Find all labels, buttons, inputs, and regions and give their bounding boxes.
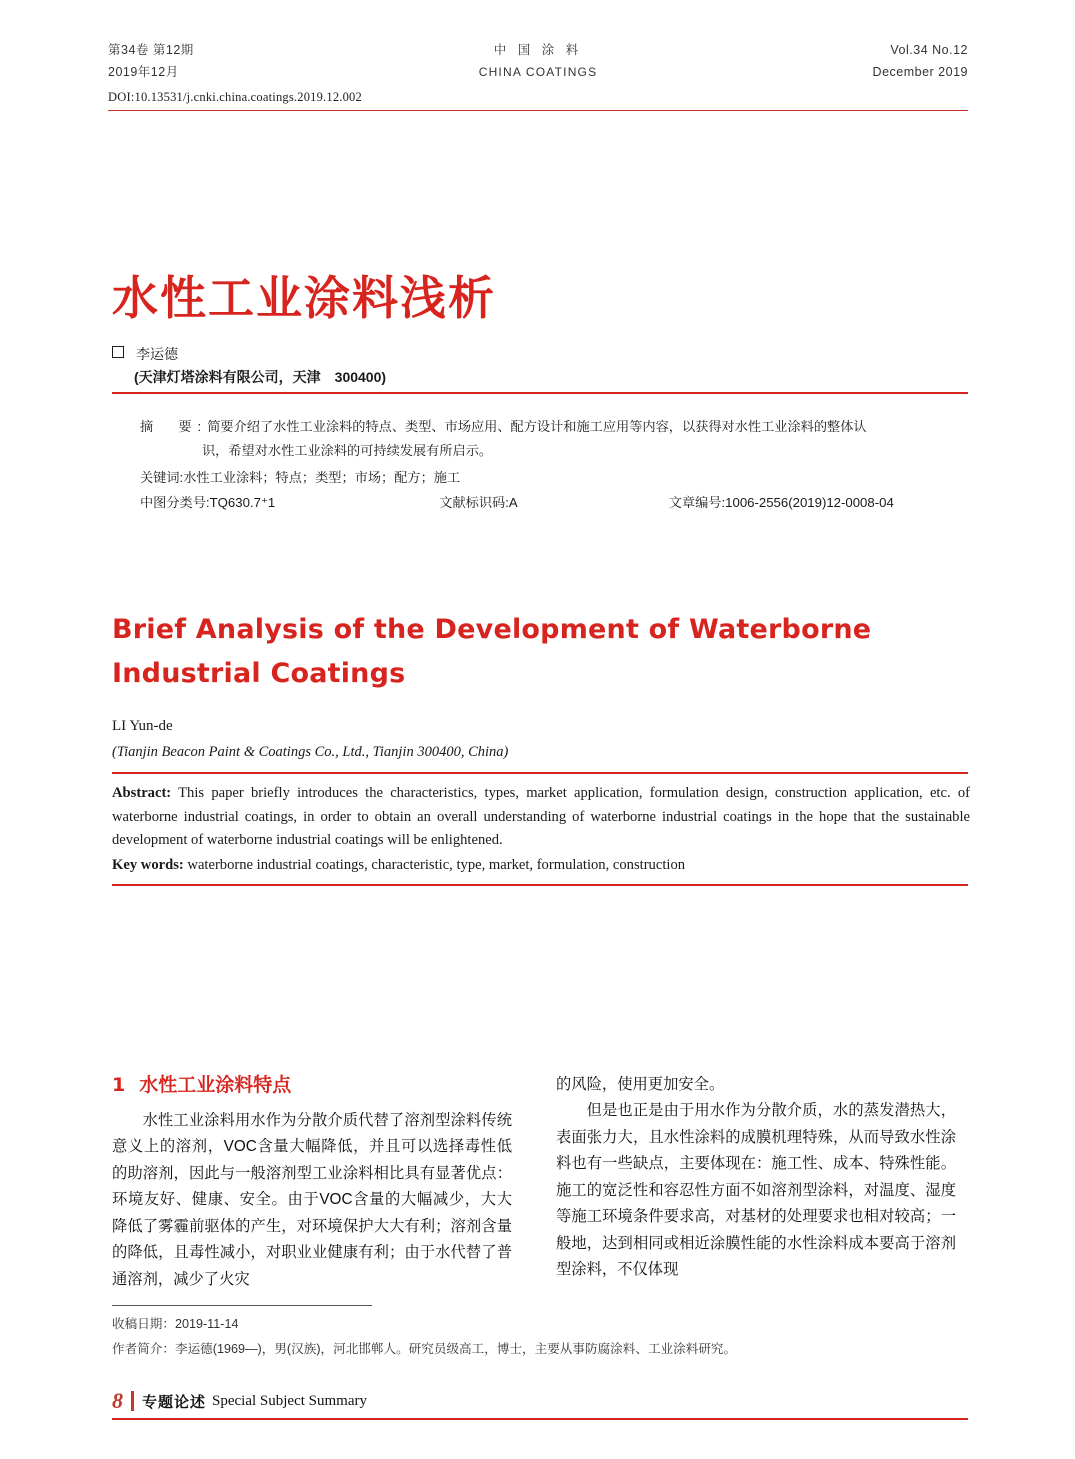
abstract-en-label: Abstract: (112, 785, 172, 801)
abstract-cn-label: 摘 要: (140, 419, 208, 434)
author-en: LI Yun-de (112, 718, 173, 734)
document-code: 文献标识码:A (439, 495, 518, 510)
body-column-right (556, 1072, 956, 1284)
affiliation-en: (Tianjin Beacon Paint & Coatings Co., Ltd., Tianjin 300400, China) (112, 744, 509, 760)
running-head-right (728, 40, 968, 84)
footer-divider (112, 1418, 968, 1420)
column-name-cn: 专题论述 (142, 1392, 207, 1411)
square-bullet-icon (112, 346, 124, 358)
footnotes (112, 1312, 912, 1361)
title-cn: 水性工业涂料浅析 (112, 271, 496, 325)
abstract-cn-text1: 简要介绍了水性工业涂料的特点、类型、市场应用、配方设计和施工应用等内容，以获得对水性工业涂料的整体认 (207, 419, 867, 434)
keywords-en-label: Key words: (112, 857, 184, 873)
section-number: 1 (112, 1074, 126, 1096)
running-head-left (108, 40, 348, 84)
article-number: 文章编号:1006-2556(2019)12-0008-04 (668, 495, 894, 510)
abstract-en (112, 782, 970, 853)
body-paragraph: 水性工业涂料用水作为分散介质代替了溶剂型涂料传统意义上的溶剂，VOC含量大幅降低，并且可以选择毒性低的助溶剂，因此与一般溶剂型工业涂料相比具有显著优点：环境友好、健康、安全。由于VOC含量的大幅减少，大大降低了雾霾前驱体的产生，对环境保护大大有利；溶剂含量的降低，且毒性减小，对职业业健康有利；由于水代替了普通溶剂，减少了火灾 (112, 1112, 512, 1288)
abstract-cn (140, 415, 968, 464)
date-en: December 2019 (872, 64, 968, 79)
running-head (108, 40, 968, 84)
keywords-cn: 关键词:水性工业涂料；特点；类型；市场；配方；施工 (140, 470, 461, 485)
english-divider-bottom (112, 884, 968, 886)
chinese-divider (112, 392, 968, 394)
abstract-cn-line1 (140, 415, 968, 439)
section-title: 水性工业涂料特点 (139, 1074, 292, 1096)
abstract-en-text: This paper briefly introduces the characteristics, types, market application, formulation design, construction application, etc. of waterborne industrial coatings, in order to obtain an overall understanding of waterborne industrial coatings in the hope that the sustainable development of waterborne industrial coatings will be enlightened. (112, 785, 970, 849)
clc-number: 中图分类号:TQ630.7⁺1 (140, 495, 276, 510)
running-head-center (378, 40, 698, 83)
date-cn: 2019年12月 (108, 64, 179, 79)
keywords-en-text: waterborne industrial coatings, characteristic, type, market, formulation, construction (183, 857, 686, 873)
body-paragraph: 的风险，使用更加安全。 (556, 1076, 725, 1093)
keywords-en (112, 857, 970, 874)
classification-codes (140, 492, 968, 511)
doi-line: DOI:10.13531/j.cnki.china.coatings.2019.12.002 (108, 90, 362, 104)
journal-name-cn: 中 国 涂 料 (493, 43, 583, 57)
author-cn (112, 344, 178, 364)
section-heading (112, 1070, 291, 1097)
volume-issue-cn: 第34卷 第12期 (108, 43, 194, 57)
english-divider-top (112, 772, 968, 774)
abstract-cn-text2: 识，希望对水性工业涂料的可持续发展有所启示。 (202, 443, 493, 459)
received-date: 收稿日期：2019-11-14 (112, 1317, 239, 1331)
page-number: 8 (112, 1388, 123, 1413)
header-divider (108, 110, 968, 111)
affiliation-cn: (天津灯塔涂料有限公司，天津 300400) (134, 369, 387, 385)
column-name-en: Special Subject Summary (212, 1392, 367, 1409)
volume-issue-en: Vol.34 No.12 (890, 43, 968, 57)
journal-name-en: CHINA COATINGS (478, 64, 598, 79)
body-column-left (112, 1108, 512, 1293)
body-paragraph: 但是也正是由于用水作为分散介质，水的蒸发潜热大，表面张力大，且水性涂料的成膜机理特殊，从而导致水性涂料也有一些缺点，主要体现在：施工性、成本、特殊性能。施工的宽泛性和容忍性方面不如溶剂型涂料，对温度、湿度等施工环境条件要求高，对基材的处理要求也相对较高；一般地，达到相同或相近涂膜性能的水性涂料成本要高于溶剂型涂料，不仅体现 (556, 1102, 956, 1279)
footer-bar-icon (131, 1391, 134, 1411)
author-bio: 作者简介：李运德(1969—)，男(汉族)，河北邯郸人。研究员级高工，博士，主要从事防腐涂料、工业涂料研究。 (112, 1341, 737, 1356)
page-footer (112, 1388, 968, 1414)
footnote-divider (112, 1305, 372, 1306)
title-en: Brief Analysis of the Development of Waterborne Industrial Coatings (112, 614, 872, 689)
author-cn-name: 李运德 (136, 346, 178, 362)
